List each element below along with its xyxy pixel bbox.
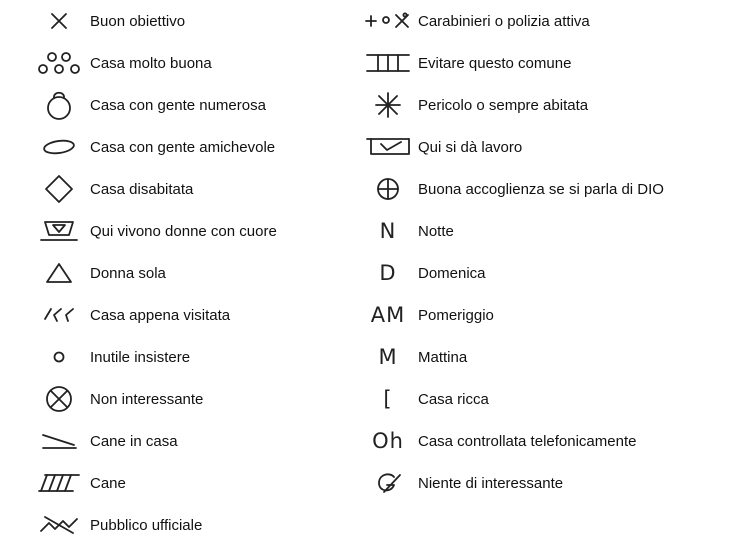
legend-label: Casa con gente amichevole: [90, 138, 276, 156]
legend-row: [30, 42, 360, 84]
legend-row: [360, 0, 735, 42]
legend-label: Niente di interessante: [418, 474, 564, 492]
legend-row: [360, 126, 735, 168]
plus-circle-cross-icon: [360, 3, 416, 39]
legend-row: [360, 42, 735, 84]
legend-row: [360, 378, 735, 420]
bars-icon: [360, 45, 416, 81]
bracket-icon: [: [383, 386, 393, 411]
letter-n-icon: N: [379, 218, 397, 243]
legend-label: Casa appena visitata: [90, 306, 231, 324]
five-circles-icon: [30, 45, 88, 81]
legend-row: [30, 0, 360, 42]
diamond-icon: [30, 171, 88, 207]
legend-label: Mattina: [418, 348, 468, 366]
letters-am-icon: AM: [370, 302, 406, 327]
legend-label: Casa molto buona: [90, 54, 212, 72]
letter-m-icon: M: [378, 344, 398, 369]
ellipse-icon: [30, 129, 88, 165]
legend-label: Inutile insistere: [90, 348, 191, 366]
wedge-lines-icon: [30, 423, 88, 459]
legend-row: [30, 462, 360, 504]
legend-row: [30, 252, 360, 294]
crossed-g-icon: [360, 465, 416, 501]
cross-icon: [30, 3, 88, 39]
legend-row: [360, 168, 735, 210]
zigzag-cross-icon: [30, 507, 88, 543]
open-box-icon: [360, 129, 416, 165]
legend-label: Domenica: [418, 264, 486, 282]
asterisk-icon: [360, 87, 416, 123]
legend-row: [30, 126, 360, 168]
legend-label: Donna sola: [90, 264, 166, 282]
circled-plus-icon: [360, 171, 416, 207]
heart-box-icon: [30, 213, 88, 249]
triangle-icon: [30, 255, 88, 291]
fence-icon: [30, 465, 88, 501]
legend-label: Buon obiettivo: [90, 12, 186, 30]
circle-with-loop-icon: [30, 87, 88, 123]
three-slashes-icon: [30, 297, 88, 333]
legend-row: [30, 294, 360, 336]
letter-d-icon: D: [379, 260, 397, 285]
legend-label: Casa ricca: [418, 390, 489, 408]
legend-label: Pomeriggio: [418, 306, 494, 324]
legend-label: Casa controllata telefonicamente: [418, 432, 637, 450]
legend-row: [360, 210, 735, 252]
legend-row: [30, 168, 360, 210]
legend-label: Non interessante: [90, 390, 204, 408]
legend-label: Pubblico ufficiale: [90, 516, 203, 534]
legend-row: [360, 252, 735, 294]
legend-label: Qui vivono donne con cuore: [90, 222, 277, 240]
legend-label: Pericolo o sempre abitata: [418, 96, 589, 114]
legend-row: [30, 378, 360, 420]
legend-label: Cane: [90, 474, 126, 492]
legend-row: [360, 294, 735, 336]
legend-label: Evitare questo comune: [418, 54, 572, 72]
legend-label: Notte: [418, 222, 454, 240]
legend-label: Carabinieri o polizia attiva: [418, 12, 590, 30]
legend-row: [30, 504, 360, 546]
legend-label: Buona accoglienza se si parla di DIO: [418, 180, 664, 198]
small-circle-icon: [30, 339, 88, 375]
letters-oh-icon: Oh: [372, 428, 404, 453]
legend-label: Casa disabitata: [90, 180, 194, 198]
legend-label: Casa con gente numerosa: [90, 96, 266, 114]
legend-label: Qui si dà lavoro: [418, 138, 523, 156]
legend-row: [30, 84, 360, 126]
legend-label: Cane in casa: [90, 432, 178, 450]
legend-row: [360, 84, 735, 126]
legend-row: [360, 336, 735, 378]
legend-row: [360, 462, 735, 504]
legend-row: [30, 336, 360, 378]
circled-x-icon: [30, 381, 88, 417]
legend-row: [30, 210, 360, 252]
legend-row: [30, 420, 360, 462]
legend-row: [360, 420, 735, 462]
